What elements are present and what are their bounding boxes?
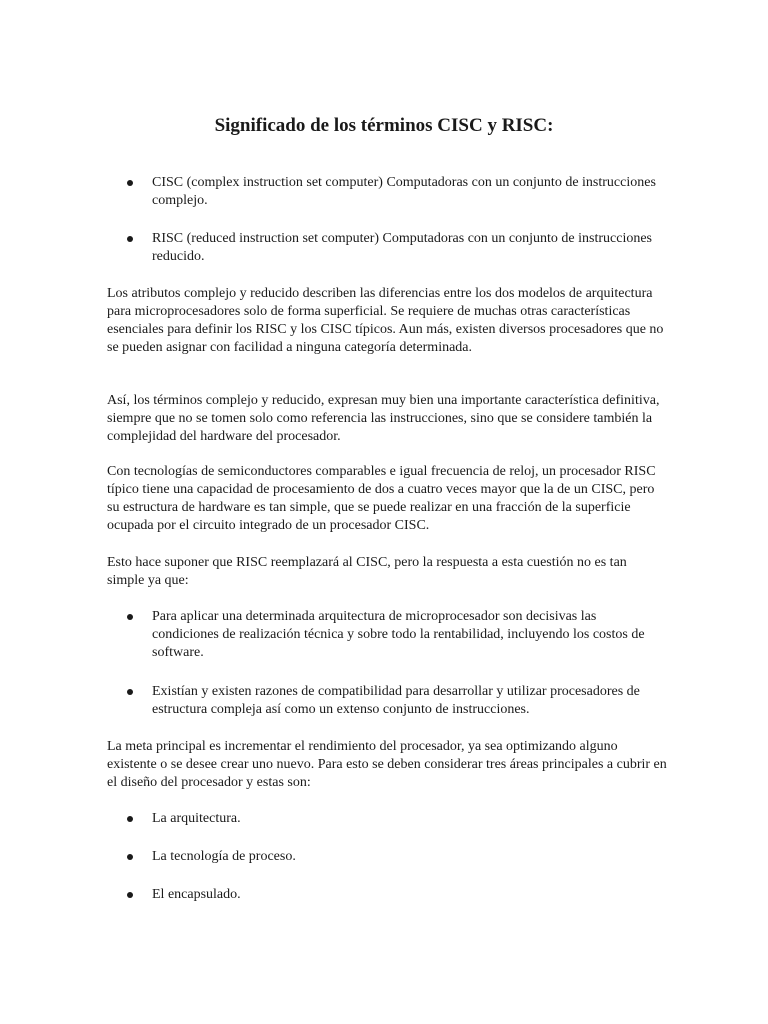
bullet-icon xyxy=(127,236,133,242)
document-title: Significado de los términos CISC y RISC: xyxy=(214,115,554,136)
bullet-icon xyxy=(127,689,133,695)
paragraph: Con tecnologías de semiconductores comparables e igual frecuencia de reloj, un procesador RISC típico tiene una capacidad de procesamiento de dos a cuatro veces mayor que la de un CISC, pero su estructura de hardware es tan simple, que se puede realizar en una fracción de la superficie ocupada por el circuito integrado de un procesador CISC. xyxy=(107,464,656,533)
paragraph: Esto hace suponer que RISC reemplazará al CISC, pero la respuesta a esta cuestión no es tan simple ya que: xyxy=(107,555,627,588)
bullet-icon xyxy=(127,614,133,620)
list-item-text: Para aplicar una determinada arquitectura de microprocesador son decisivas las condiciones de realización técnica y sobre todo la rentabilidad, incluyendo los costos de software. xyxy=(152,609,645,660)
paragraph: Así, los términos complejo y reducido, expresan muy bien una importante característica definitiva, siempre que no se tomen solo como referencia las instrucciones, sino que se considere también la complejidad del hardware del procesador. xyxy=(107,393,660,444)
list-item-text: La tecnología de proceso. xyxy=(152,849,296,864)
list-item-text: RISC (reduced instruction set computer) Computadoras con un conjunto de instrucciones reducido. xyxy=(152,231,653,264)
bullet-icon xyxy=(127,854,133,860)
list-item-text: Existían y existen razones de compatibilidad para desarrollar y utilizar procesadores de estructura compleja así como un extenso conjunto de instrucciones. xyxy=(152,684,640,717)
list-item-text: CISC (complex instruction set computer) Computadoras con un conjunto de instrucciones complejo. xyxy=(152,175,656,208)
paragraph: La meta principal es incrementar el rendimiento del procesador, ya sea optimizando alguno existente o se desee crear uno nuevo. Para esto se deben considerar tres áreas principales a cubrir en el diseño del procesador y estas son: xyxy=(107,739,667,790)
bullet-icon xyxy=(127,816,133,822)
bullet-icon xyxy=(127,892,133,898)
bullet-icon xyxy=(127,180,133,186)
list-item-text: El encapsulado. xyxy=(152,887,241,902)
paragraph: Los atributos complejo y reducido describen las diferencias entre los dos modelos de arquitectura para microprocesadores solo de forma superficial. Se requiere de muchas otras características esenciales para definir los RISC y los CISC típicos. Aun más, existen diversos procesadores que no se pueden asignar con facilidad a ninguna categoría determinada. xyxy=(107,286,664,355)
list-item-text: La arquitectura. xyxy=(152,811,241,826)
